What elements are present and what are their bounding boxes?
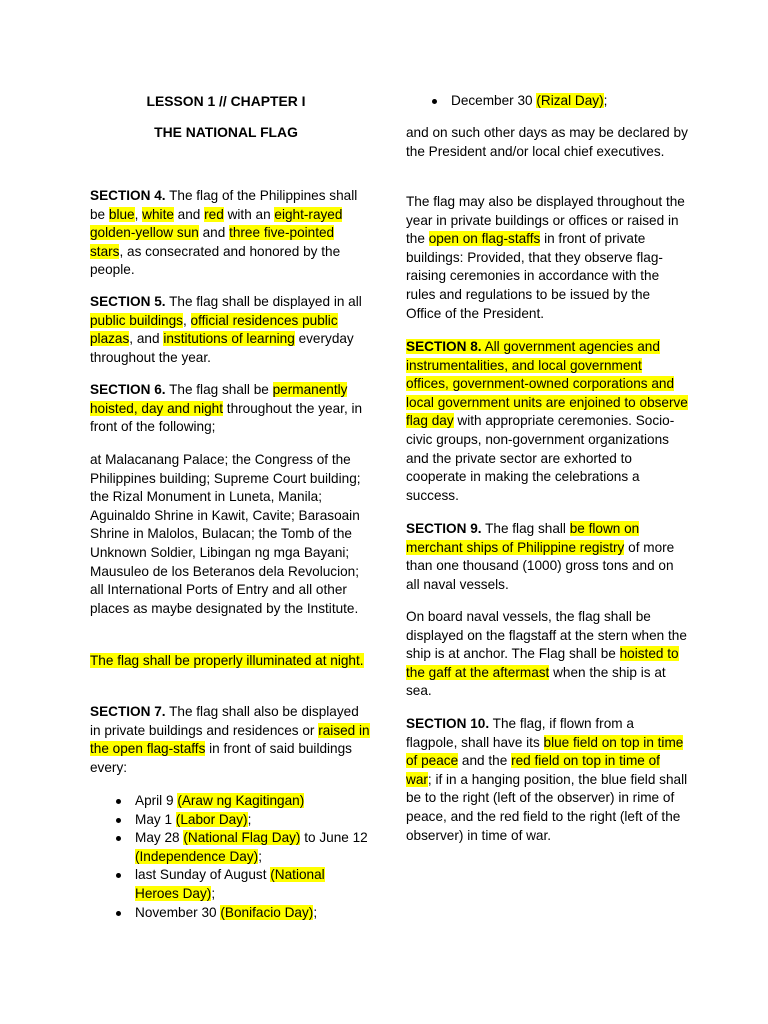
section-10-paragraph: SECTION 10. The flag, if flown from a flagpole, shall have its blue field on top in time of peace and the red field on top in time of war; if in a hanging position, the blue field shall be to the right (left of the observer) in rime of peace, and the red field to the right (left of the observer) in time of war. [406, 716, 688, 843]
section-4-label: SECTION 4. [90, 188, 166, 203]
section-5-label: SECTION 5. [90, 294, 166, 309]
list-item: May 28 (National Flag Day) to June 12 (Independence Day); [90, 829, 370, 866]
list-item: April 9 (Araw ng Kagitingan) [90, 792, 370, 811]
flag-days-list-right [406, 92, 688, 111]
section-9-label: SECTION 9. [406, 521, 482, 536]
section-7-paragraph: SECTION 7. The flag shall also be displayed in private buildings and residences or raised in the open flag-staffs in front of said buildings every: [90, 704, 370, 775]
page-title: THE NATIONAL FLAG [154, 124, 298, 140]
section-8-label: SECTION 8. [406, 339, 482, 354]
section-6-paragraph: SECTION 6. The flag shall be permanently hoisted, day and night throughout the year, in front of the following; [90, 382, 363, 435]
list-item: May 1 (Labor Day); [90, 811, 370, 830]
private-buildings-paragraph: The flag may also be displayed throughout the year in private buildings or offices or raised in the open on flag-staffs in front of private buildings: Provided, that they observe flag-raising ceremonies in accordance with the rules and regulations to be issued by the Office of the President. [406, 194, 685, 321]
section-6-label: SECTION 6. [90, 382, 166, 397]
places-paragraph: at Malacanang Palace; the Congress of the Philippines building; Supreme Court building; the Rizal Monument in Luneta, Manila; Aguinaldo Shrine in Kawit, Cavite; Barasoain Shrine in Malolos, Bulacan; the Tomb of the Unknown Soldier, Libingan ng mga Bayani; Mausuleo de los Beteranos dela Revolucion; all International Ports of Entry and all other places as maybe designated by the Institute. [90, 452, 361, 616]
list-item: November 30 (Bonifacio Day); [90, 904, 370, 923]
flag-days-list [90, 792, 370, 922]
section-4-paragraph: SECTION 4. The flag of the Philippines shall be blue, white and red with an eight-rayed golden-yellow sun and three five-pointed stars, as consecrated and honored by the people. [90, 188, 358, 278]
other-days-paragraph: and on such other days as may be declared by the President and/or local chief executives. [406, 125, 688, 159]
naval-vessels-paragraph: On board naval vessels, the flag shall be displayed on the flagstaff at the stern when the ship is at anchor. The Flag shall be hoisted to the gaff at the aftermast when the ship is at sea. [406, 609, 687, 699]
section-9-paragraph: SECTION 9. The flag shall be flown on merchant ships of Philippine registry of more than one thousand (1000) gross tons and on all naval vessels. [406, 521, 675, 592]
lesson-heading: LESSON 1 // CHAPTER I [146, 93, 306, 109]
list-item: last Sunday of August (National Heroes Day); [90, 866, 370, 903]
list-item: December 30 (Rizal Day); [406, 92, 688, 111]
section-8-paragraph: SECTION 8. All government agencies and instrumentalities, and local government offices, government-owned corporations and local government units are enjoined to observe flag day with appropriate ceremonies. Socio-civic groups, non-government organizations and the private sector are exhorted to cooperate in making the celebrations a success. [406, 339, 688, 503]
illuminated-paragraph: The flag shall be properly illuminated at night. [90, 653, 364, 668]
section-10-label: SECTION 10. [406, 716, 490, 731]
section-5-paragraph: SECTION 5. The flag shall be displayed in all public buildings, official residences public plazas, and institutions of learning everyday throughout the year. [90, 294, 362, 365]
section-7-label: SECTION 7. [90, 704, 166, 719]
